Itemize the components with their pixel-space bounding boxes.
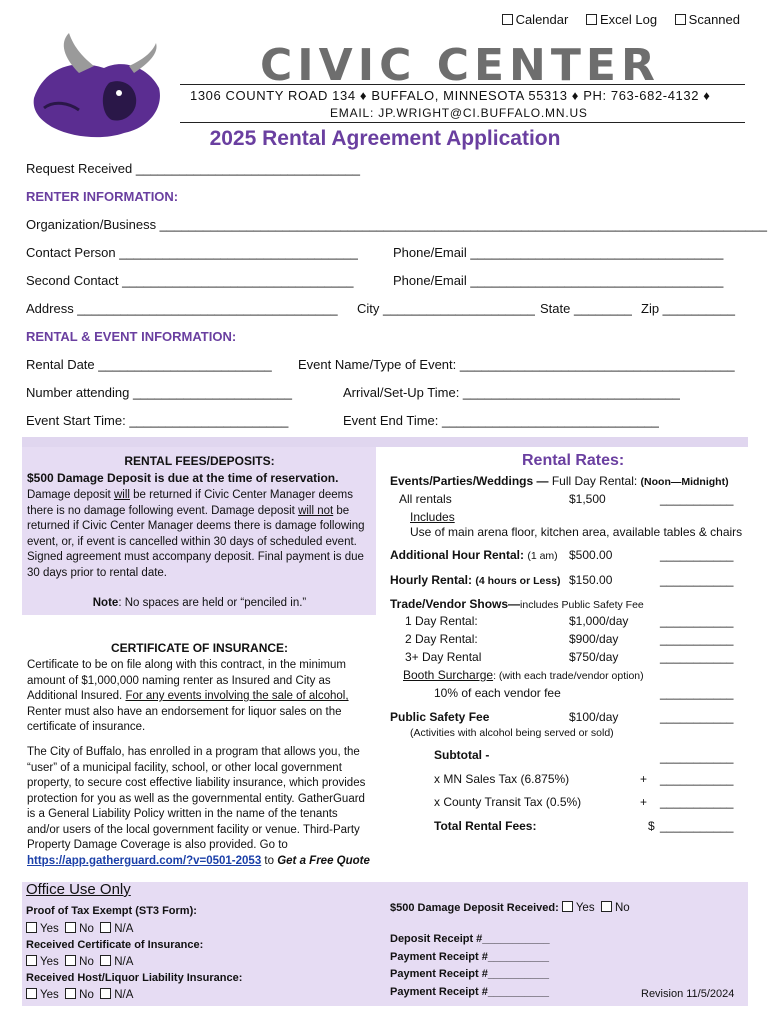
day1-price: $1,000/day	[569, 614, 629, 628]
event-end-field[interactable]: Event End Time: ______________________________	[343, 413, 659, 428]
day2-label: 2 Day Rental:	[405, 632, 478, 646]
additional-hour-line: Additional Hour Rental: (1 am)	[390, 548, 558, 562]
gatherguard-link[interactable]: https://app.gatherguard.com/?v=0501-2053	[27, 854, 262, 867]
rental-date-field[interactable]: Rental Date ________________________	[26, 357, 272, 372]
zip-field[interactable]: Zip __________	[641, 301, 735, 316]
booth-pct: 10% of each vendor fee	[434, 686, 561, 700]
deposit-receipt-field[interactable]: Deposit Receipt #___________	[390, 933, 550, 945]
hourly-line: Hourly Rental: (4 hours or Less)	[390, 573, 561, 587]
org-email: EMAIL: JP.WRIGHT@CI.BUFFALO.MN.US	[330, 106, 588, 120]
additional-hour-price: $500.00	[569, 548, 613, 562]
office-use-heading: Office Use Only	[26, 881, 131, 898]
header-divider-bottom	[180, 122, 745, 123]
checkbox-icon[interactable]	[26, 988, 37, 999]
rates-heading: Rental Rates:	[522, 452, 625, 469]
day1-blank[interactable]: ___________	[660, 614, 734, 628]
checkbox-icon[interactable]	[65, 988, 76, 999]
payment-receipt-field-1[interactable]: Payment Receipt #__________	[390, 951, 549, 963]
deposit-received-line: $500 Damage Deposit Received: Yes No	[390, 902, 630, 914]
host-liquor-label: Received Host/Liquor Liability Insurance:	[26, 972, 243, 984]
section-divider	[22, 437, 748, 447]
gatherguard-paragraph: The City of Buffalo, has enrolled in a program that allows you, the “user” of a municipal facility, school, or other local government property, to secure cost effective liability insurance, which provides protection for you as well as the governmental entity. GatherGuard is a General Liability Policy written in the name of the tenants and/or users of the local government facility or venue. Third-Party Property Damage Coverage is also provided. Go to https://app.gatherguard.com/?v=0501-2053 to Get a Free Quote	[27, 746, 370, 867]
host-liquor-options: Yes No N/A	[26, 988, 133, 1001]
state-field[interactable]: State ________	[540, 301, 632, 316]
all-rentals-label: All rentals	[399, 492, 452, 506]
renter-info-heading: RENTER INFORMATION:	[26, 189, 179, 204]
booth-line: Booth Surcharge: (with each trade/vendor option)	[403, 668, 644, 682]
checkbox-icon[interactable]	[675, 14, 686, 25]
subtotal-blank[interactable]: ___________	[660, 750, 734, 764]
header-divider	[180, 84, 745, 85]
day3-blank[interactable]: ___________	[660, 650, 734, 664]
mn-tax-plus: +	[640, 772, 648, 786]
booth-blank[interactable]: ___________	[660, 686, 734, 700]
contact-person-field[interactable]: Contact Person _________________________________	[26, 245, 358, 260]
cert-insurance-label: Received Certificate of Insurance:	[26, 939, 204, 951]
mn-tax-blank[interactable]: ___________	[660, 772, 734, 786]
checkbox-icon[interactable]	[100, 955, 111, 966]
hourly-blank[interactable]: ___________	[660, 573, 734, 587]
total-label: Total Rental Fees:	[434, 819, 537, 833]
insurance-paragraph: Certificate to be on file along with this contract, in the minimum amount of $1,000,000 naming renter as Insured and City as Additional Insured. For any events involving the sale of alcohol, Renter must also have an endorsement for liquor sales on the certificate of insurance.	[27, 659, 349, 733]
day2-blank[interactable]: ___________	[660, 632, 734, 646]
org-address: 1306 COUNTY ROAD 134 ♦ BUFFALO, MINNESOTA 55313 ♦ PH: 763-682-4132 ♦	[190, 88, 711, 103]
event-name-field[interactable]: Event Name/Type of Event: ______________________________________	[298, 357, 735, 372]
checkbox-icon[interactable]	[562, 901, 573, 912]
mn-tax-label: x MN Sales Tax (6.875%)	[434, 772, 570, 786]
public-safety-note: (Activities with alcohol being served or sold)	[410, 727, 614, 739]
excel-log-label: Excel Log	[599, 12, 658, 27]
checkbox-icon[interactable]	[26, 922, 37, 933]
county-tax-plus: +	[640, 795, 648, 809]
all-rentals-price: $1,500	[569, 492, 606, 506]
all-rentals-blank[interactable]: ___________	[660, 492, 734, 506]
calendar-option[interactable]	[502, 12, 569, 27]
checkbox-icon[interactable]	[26, 955, 37, 966]
payment-receipt-field-2[interactable]: Payment Receipt #__________	[390, 968, 549, 980]
checkbox-icon[interactable]	[100, 922, 111, 933]
additional-hour-blank[interactable]: ___________	[660, 548, 734, 562]
total-blank[interactable]: ___________	[660, 819, 734, 833]
revision-date: Revision 11/5/2024	[641, 988, 735, 1000]
number-attending-field[interactable]: Number attending ______________________	[26, 385, 293, 400]
bison-logo-icon	[24, 28, 174, 143]
day3-price: $750/day	[569, 650, 619, 664]
city-field[interactable]: City _____________________	[357, 301, 535, 316]
county-tax-blank[interactable]: ___________	[660, 795, 734, 809]
insurance-heading: CERTIFICATE OF INSURANCE:	[110, 641, 289, 655]
fees-heading: RENTAL FEES/DEPOSITS:	[124, 454, 275, 468]
arrival-time-field[interactable]: Arrival/Set-Up Time: ______________________________	[343, 385, 680, 400]
organization-field[interactable]: Organization/Business ____________________________________________________________________________________	[26, 217, 767, 232]
day1-label: 1 Day Rental:	[405, 614, 478, 628]
event-start-field[interactable]: Event Start Time: ______________________	[26, 413, 289, 428]
public-safety-price: $100/day	[569, 710, 619, 724]
deposit-paragraph: Damage deposit will be returned if Civic Center Manager deems there is no damage following event. Damage deposit will not be returned if Civic Center Manager deems there is damage following event, or, if event is cancelled within 30 days of scheduled event. Signed agreement must accompany deposit. Final payment is due 30 days prior to rental date.	[27, 489, 365, 579]
hourly-price: $150.00	[569, 573, 613, 587]
county-tax-label: x County Transit Tax (0.5%)	[434, 795, 582, 809]
address-field[interactable]: Address ____________________________________	[26, 301, 338, 316]
tax-exempt-label: Proof of Tax Exempt (ST3 Form):	[26, 905, 197, 917]
second-contact-field[interactable]: Second Contact ________________________________	[26, 273, 354, 288]
scanned-label: Scanned	[688, 12, 740, 27]
checkbox-icon[interactable]	[65, 955, 76, 966]
checkbox-icon[interactable]	[100, 988, 111, 999]
trade-line: Trade/Vendor Shows—includes Public Safety Fee	[390, 597, 644, 611]
calendar-label: Calendar	[515, 12, 569, 27]
day2-price: $900/day	[569, 632, 619, 646]
payment-receipt-field-3[interactable]: Payment Receipt #__________	[390, 986, 549, 998]
events-rate-line: Events/Parties/Weddings — Full Day Rental: (Noon—Midnight)	[390, 474, 729, 488]
public-safety-blank[interactable]: ___________	[660, 710, 734, 724]
includes-text: Use of main arena floor, kitchen area, available tables & chairs	[410, 525, 743, 539]
checkbox-icon[interactable]	[586, 14, 597, 25]
phone-email-field-2[interactable]: Phone/Email ___________________________________	[393, 273, 724, 288]
note-line: Note: No spaces are held or “penciled in.”	[92, 597, 307, 609]
tax-exempt-options: Yes No N/A	[26, 922, 133, 935]
subtotal-label: Subtotal -	[434, 748, 490, 762]
deposit-line: $500 Damage Deposit is due at the time of reservation.	[27, 471, 339, 485]
checkbox-icon[interactable]	[502, 14, 513, 25]
public-safety-label: Public Safety Fee	[390, 710, 490, 724]
phone-email-field[interactable]: Phone/Email ___________________________________	[393, 245, 724, 260]
org-name: CIVIC CENTER	[260, 40, 660, 91]
includes-label: Includes	[410, 510, 455, 524]
top-checkbox-group	[488, 12, 740, 27]
checkbox-icon[interactable]	[601, 901, 612, 912]
rental-event-heading: RENTAL & EVENT INFORMATION:	[26, 329, 237, 344]
scanned-option[interactable]	[675, 12, 740, 27]
day3-label: 3+ Day Rental	[405, 650, 482, 664]
cert-insurance-options: Yes No N/A	[26, 955, 133, 968]
excel-log-option[interactable]	[586, 12, 657, 27]
request-received-field[interactable]: Request Received _______________________________	[26, 161, 360, 176]
page-title: 2025 Rental Agreement Application	[209, 127, 561, 150]
checkbox-icon[interactable]	[65, 922, 76, 933]
total-dollar: $	[648, 819, 655, 833]
